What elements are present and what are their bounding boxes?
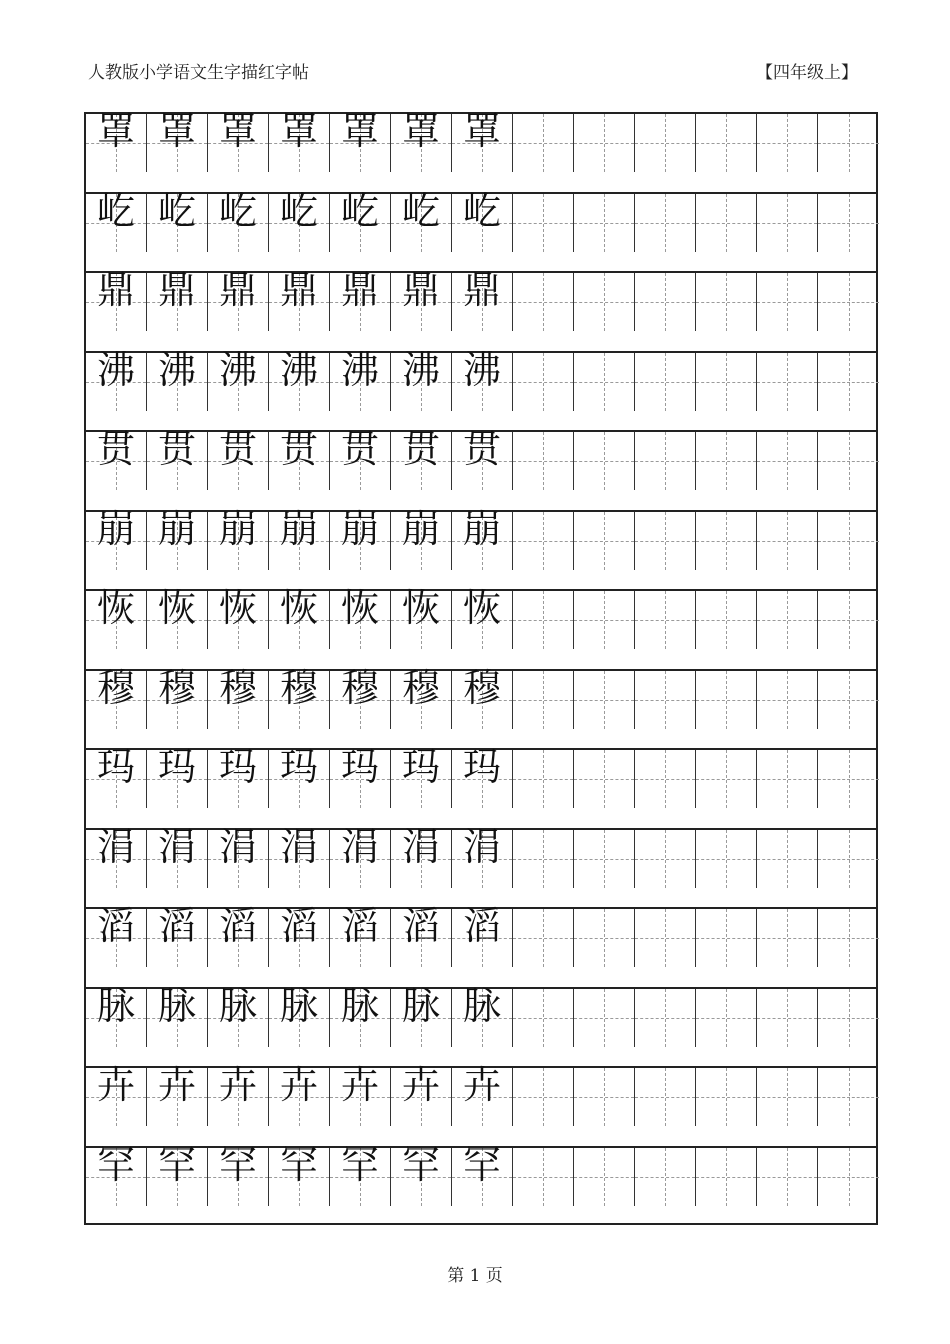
tracing-cell xyxy=(330,586,391,649)
blank-practice-cell xyxy=(513,512,574,570)
tracing-character: 涓 xyxy=(279,824,318,869)
practice-row xyxy=(86,188,876,252)
tracing-character: 脉 xyxy=(96,983,135,1028)
tracing-character: 恢 xyxy=(96,586,135,630)
tracing-cell xyxy=(391,745,452,808)
blank-practice-cell xyxy=(818,273,879,331)
tracing-cell xyxy=(452,347,513,411)
tracing-cell xyxy=(208,427,269,490)
tracing-character: 恢 xyxy=(340,586,379,630)
tracing-cell xyxy=(86,983,147,1047)
tracing-cell xyxy=(208,268,269,331)
tracing-cell xyxy=(86,665,147,729)
tracing-cell xyxy=(208,109,269,172)
tracing-cell xyxy=(452,506,513,570)
tracing-cell xyxy=(208,586,269,649)
blank-practice-cell xyxy=(818,432,879,490)
blank-practice-cell xyxy=(696,671,757,729)
tracing-character: 沸 xyxy=(401,347,440,392)
tracing-character: 罕 xyxy=(218,1142,257,1187)
tracing-cell xyxy=(391,109,452,172)
blank-practice-cell xyxy=(635,989,696,1047)
tracing-cell xyxy=(330,824,391,888)
blank-practice-cell xyxy=(818,989,879,1047)
blank-practice-cell xyxy=(574,591,635,649)
blank-practice-cell xyxy=(635,830,696,888)
tracing-character: 卉 xyxy=(218,1063,257,1107)
tracing-cell xyxy=(147,824,208,888)
tracing-cell xyxy=(147,745,208,808)
tracing-cell xyxy=(86,586,147,649)
tracing-cell xyxy=(452,824,513,888)
blank-practice-cell xyxy=(513,1148,574,1206)
blank-practice-cell xyxy=(696,1068,757,1126)
blank-practice-cell xyxy=(513,353,574,411)
tracing-cell xyxy=(86,506,147,570)
blank-practice-cell xyxy=(574,432,635,490)
tracing-cell xyxy=(269,268,330,331)
tracing-character: 鼎 xyxy=(218,268,257,312)
tracing-character: 屹 xyxy=(218,188,257,233)
tracing-cell xyxy=(269,824,330,888)
blank-practice-cell xyxy=(757,114,818,172)
tracing-cell xyxy=(269,745,330,808)
tracing-cell xyxy=(391,904,452,967)
tracing-character: 穆 xyxy=(340,665,379,710)
blank-practice-cell xyxy=(696,591,757,649)
blank-practice-cell xyxy=(574,909,635,967)
blank-practice-cell xyxy=(635,512,696,570)
tracing-character: 沸 xyxy=(462,347,501,392)
tracing-cell xyxy=(269,904,330,967)
tracing-character: 涓 xyxy=(96,824,135,869)
tracing-cell xyxy=(147,109,208,172)
practice-row xyxy=(86,1142,876,1206)
tracing-cell xyxy=(208,824,269,888)
tracing-character: 屹 xyxy=(340,188,379,233)
blank-practice-cell xyxy=(635,591,696,649)
tracing-cell xyxy=(269,347,330,411)
tracing-character: 罩 xyxy=(218,109,257,153)
tracing-character: 罩 xyxy=(401,109,440,153)
tracing-character: 滔 xyxy=(340,904,379,948)
grade-label: 【四年级上】 xyxy=(756,63,858,83)
tracing-cell xyxy=(330,109,391,172)
tracing-character: 屹 xyxy=(279,188,318,233)
tracing-character: 崩 xyxy=(157,506,196,551)
tracing-cell xyxy=(452,188,513,252)
tracing-cell xyxy=(391,268,452,331)
tracing-character: 贯 xyxy=(218,427,257,471)
blank-practice-cell xyxy=(696,353,757,411)
blank-practice-cell xyxy=(513,432,574,490)
blank-practice-cell xyxy=(635,273,696,331)
blank-practice-cell xyxy=(757,512,818,570)
tracing-character: 沸 xyxy=(279,347,318,392)
tracing-character: 沸 xyxy=(96,347,135,392)
blank-practice-cell xyxy=(635,432,696,490)
tracing-character: 罕 xyxy=(157,1142,196,1187)
tracing-cell xyxy=(452,904,513,967)
blank-practice-cell xyxy=(574,989,635,1047)
page-number: 第 1 页 xyxy=(447,1266,503,1286)
tracing-cell xyxy=(391,824,452,888)
blank-practice-cell xyxy=(635,1148,696,1206)
practice-row xyxy=(86,506,876,570)
tracing-character: 脉 xyxy=(279,983,318,1028)
tracing-character: 罩 xyxy=(279,109,318,153)
tracing-cell xyxy=(391,1063,452,1126)
tracing-cell xyxy=(452,1063,513,1126)
tracing-character: 涓 xyxy=(340,824,379,869)
tracing-character: 穆 xyxy=(218,665,257,710)
blank-practice-cell xyxy=(513,114,574,172)
practice-row xyxy=(86,109,876,172)
tracing-character: 穆 xyxy=(157,665,196,710)
tracing-character: 崩 xyxy=(462,506,501,551)
blank-practice-cell xyxy=(635,671,696,729)
tracing-cell xyxy=(147,904,208,967)
tracing-character: 玛 xyxy=(157,745,196,789)
practice-row xyxy=(86,665,876,729)
blank-practice-cell xyxy=(757,432,818,490)
tracing-character: 沸 xyxy=(340,347,379,392)
blank-practice-cell xyxy=(635,1068,696,1126)
tracing-cell xyxy=(147,427,208,490)
tracing-character: 滔 xyxy=(401,904,440,948)
tracing-cell xyxy=(391,347,452,411)
tracing-cell xyxy=(147,347,208,411)
tracing-cell xyxy=(208,506,269,570)
tracing-character: 玛 xyxy=(279,745,318,789)
tracing-cell xyxy=(269,586,330,649)
tracing-cell xyxy=(452,268,513,331)
tracing-cell xyxy=(269,665,330,729)
tracing-cell xyxy=(147,586,208,649)
tracing-character: 涓 xyxy=(218,824,257,869)
practice-row xyxy=(86,1063,876,1126)
blank-practice-cell xyxy=(818,591,879,649)
blank-practice-cell xyxy=(818,353,879,411)
practice-row xyxy=(86,983,876,1047)
tracing-character: 涓 xyxy=(462,824,501,869)
blank-practice-cell xyxy=(818,909,879,967)
tracing-character: 穆 xyxy=(401,665,440,710)
blank-practice-cell xyxy=(513,989,574,1047)
tracing-character: 屹 xyxy=(96,188,135,233)
tracing-cell xyxy=(86,427,147,490)
tracing-character: 贯 xyxy=(279,427,318,471)
practice-row xyxy=(86,268,876,331)
tracing-cell xyxy=(208,188,269,252)
blank-practice-cell xyxy=(696,512,757,570)
tracing-character: 玛 xyxy=(462,745,501,789)
tracing-cell xyxy=(330,427,391,490)
tracing-cell xyxy=(391,983,452,1047)
tracing-character: 沸 xyxy=(157,347,196,392)
blank-practice-cell xyxy=(696,194,757,252)
blank-practice-cell xyxy=(513,750,574,808)
tracing-cell xyxy=(391,427,452,490)
tracing-character: 滔 xyxy=(462,904,501,948)
tracing-cell xyxy=(269,1063,330,1126)
tracing-character: 脉 xyxy=(462,983,501,1028)
blank-practice-cell xyxy=(574,1148,635,1206)
tracing-character: 滔 xyxy=(96,904,135,948)
tracing-character: 鼎 xyxy=(279,268,318,312)
blank-practice-cell xyxy=(818,194,879,252)
tracing-cell xyxy=(330,665,391,729)
tracing-character: 卉 xyxy=(279,1063,318,1107)
tracing-character: 罕 xyxy=(401,1142,440,1187)
blank-practice-cell xyxy=(757,989,818,1047)
tracing-character: 贯 xyxy=(157,427,196,471)
tracing-cell xyxy=(208,904,269,967)
tracing-character: 崩 xyxy=(218,506,257,551)
blank-practice-cell xyxy=(574,750,635,808)
blank-practice-cell xyxy=(757,830,818,888)
tracing-character: 罕 xyxy=(279,1142,318,1187)
blank-practice-cell xyxy=(574,194,635,252)
tracing-cell xyxy=(208,1063,269,1126)
tracing-cell xyxy=(86,1063,147,1126)
tracing-character: 崩 xyxy=(340,506,379,551)
tracing-character: 玛 xyxy=(96,745,135,789)
tracing-character: 罩 xyxy=(340,109,379,153)
tracing-cell xyxy=(208,347,269,411)
tracing-cell xyxy=(86,347,147,411)
blank-practice-cell xyxy=(574,353,635,411)
tracing-cell xyxy=(330,268,391,331)
tracing-cell xyxy=(391,188,452,252)
tracing-character: 罩 xyxy=(96,109,135,153)
blank-practice-cell xyxy=(696,114,757,172)
worksheet-title: 人教版小学语文生字描红字帖 xyxy=(88,63,309,83)
tracing-cell xyxy=(86,1142,147,1206)
tracing-character: 脉 xyxy=(218,983,257,1028)
practice-grid xyxy=(84,109,878,1225)
tracing-character: 贯 xyxy=(340,427,379,471)
tracing-character: 玛 xyxy=(340,745,379,789)
tracing-cell xyxy=(86,109,147,172)
tracing-character: 恢 xyxy=(218,586,257,630)
tracing-cell xyxy=(452,665,513,729)
practice-row xyxy=(86,745,876,808)
tracing-character: 鼎 xyxy=(96,268,135,312)
tracing-cell xyxy=(330,1142,391,1206)
tracing-character: 涓 xyxy=(157,824,196,869)
practice-row xyxy=(86,824,876,888)
blank-practice-cell xyxy=(818,750,879,808)
blank-practice-cell xyxy=(757,909,818,967)
tracing-cell xyxy=(452,586,513,649)
tracing-character: 鼎 xyxy=(462,268,501,312)
tracing-character: 玛 xyxy=(218,745,257,789)
tracing-cell xyxy=(147,665,208,729)
blank-practice-cell xyxy=(635,114,696,172)
tracing-character: 崩 xyxy=(401,506,440,551)
blank-practice-cell xyxy=(757,353,818,411)
blank-practice-cell xyxy=(757,750,818,808)
blank-practice-cell xyxy=(513,909,574,967)
blank-practice-cell xyxy=(574,273,635,331)
tracing-cell xyxy=(208,745,269,808)
blank-practice-cell xyxy=(757,591,818,649)
tracing-cell xyxy=(269,1142,330,1206)
tracing-cell xyxy=(147,983,208,1047)
blank-practice-cell xyxy=(696,273,757,331)
blank-practice-cell xyxy=(635,194,696,252)
blank-practice-cell xyxy=(757,273,818,331)
tracing-cell xyxy=(269,188,330,252)
tracing-character: 穆 xyxy=(462,665,501,710)
tracing-cell xyxy=(147,268,208,331)
tracing-character: 屹 xyxy=(401,188,440,233)
blank-practice-cell xyxy=(574,671,635,729)
blank-practice-cell xyxy=(818,830,879,888)
blank-practice-cell xyxy=(757,1068,818,1126)
blank-practice-cell xyxy=(513,671,574,729)
blank-practice-cell xyxy=(696,432,757,490)
bottom-rule xyxy=(86,1223,876,1225)
tracing-cell xyxy=(208,983,269,1047)
tracing-cell xyxy=(452,427,513,490)
tracing-character: 罕 xyxy=(340,1142,379,1187)
blank-practice-cell xyxy=(513,591,574,649)
tracing-character: 崩 xyxy=(96,506,135,551)
tracing-cell xyxy=(330,983,391,1047)
tracing-character: 鼎 xyxy=(340,268,379,312)
tracing-cell xyxy=(269,427,330,490)
blank-practice-cell xyxy=(818,114,879,172)
tracing-character: 卉 xyxy=(157,1063,196,1107)
tracing-character: 罕 xyxy=(462,1142,501,1187)
tracing-cell xyxy=(391,1142,452,1206)
blank-practice-cell xyxy=(574,1068,635,1126)
tracing-cell xyxy=(86,188,147,252)
tracing-character: 穆 xyxy=(279,665,318,710)
tracing-cell xyxy=(147,1142,208,1206)
blank-practice-cell xyxy=(696,909,757,967)
tracing-cell xyxy=(452,983,513,1047)
tracing-cell xyxy=(330,1063,391,1126)
tracing-character: 鼎 xyxy=(157,268,196,312)
tracing-cell xyxy=(147,1063,208,1126)
blank-practice-cell xyxy=(574,114,635,172)
tracing-character: 滔 xyxy=(218,904,257,948)
blank-practice-cell xyxy=(818,1068,879,1126)
tracing-character: 恢 xyxy=(157,586,196,630)
tracing-cell xyxy=(269,109,330,172)
tracing-character: 罩 xyxy=(157,109,196,153)
tracing-character: 滔 xyxy=(157,904,196,948)
tracing-cell xyxy=(269,983,330,1047)
blank-practice-cell xyxy=(818,512,879,570)
tracing-character: 鼎 xyxy=(401,268,440,312)
tracing-character: 脉 xyxy=(401,983,440,1028)
tracing-cell xyxy=(391,665,452,729)
tracing-cell xyxy=(330,188,391,252)
practice-row xyxy=(86,347,876,411)
tracing-character: 卉 xyxy=(401,1063,440,1107)
tracing-character: 恢 xyxy=(462,586,501,630)
tracing-character: 脉 xyxy=(340,983,379,1028)
tracing-cell xyxy=(208,665,269,729)
blank-practice-cell xyxy=(757,194,818,252)
tracing-character: 脉 xyxy=(157,983,196,1028)
practice-row xyxy=(86,586,876,649)
blank-practice-cell xyxy=(635,750,696,808)
tracing-character: 玛 xyxy=(401,745,440,789)
blank-practice-cell xyxy=(574,830,635,888)
tracing-cell xyxy=(86,268,147,331)
practice-row xyxy=(86,904,876,967)
tracing-cell xyxy=(330,904,391,967)
tracing-character: 涓 xyxy=(401,824,440,869)
blank-practice-cell xyxy=(513,830,574,888)
tracing-cell xyxy=(147,506,208,570)
blank-practice-cell xyxy=(696,750,757,808)
blank-practice-cell xyxy=(574,512,635,570)
blank-practice-cell xyxy=(757,671,818,729)
tracing-cell xyxy=(147,188,208,252)
tracing-character: 屹 xyxy=(157,188,196,233)
tracing-character: 贯 xyxy=(401,427,440,471)
practice-row xyxy=(86,427,876,490)
tracing-character: 罩 xyxy=(462,109,501,153)
blank-practice-cell xyxy=(635,909,696,967)
blank-practice-cell xyxy=(818,671,879,729)
blank-practice-cell xyxy=(513,1068,574,1126)
blank-practice-cell xyxy=(757,1148,818,1206)
blank-practice-cell xyxy=(696,830,757,888)
tracing-character: 卉 xyxy=(462,1063,501,1107)
tracing-character: 卉 xyxy=(96,1063,135,1107)
tracing-cell xyxy=(86,824,147,888)
tracing-character: 崩 xyxy=(279,506,318,551)
tracing-character: 穆 xyxy=(96,665,135,710)
tracing-character: 贯 xyxy=(462,427,501,471)
tracing-character: 罕 xyxy=(96,1142,135,1187)
tracing-character: 沸 xyxy=(218,347,257,392)
tracing-character: 卉 xyxy=(340,1063,379,1107)
tracing-character: 滔 xyxy=(279,904,318,948)
tracing-cell xyxy=(452,745,513,808)
blank-practice-cell xyxy=(513,273,574,331)
tracing-cell xyxy=(208,1142,269,1206)
tracing-cell xyxy=(330,347,391,411)
blank-practice-cell xyxy=(635,353,696,411)
tracing-character: 屹 xyxy=(462,188,501,233)
tracing-cell xyxy=(86,904,147,967)
tracing-cell xyxy=(391,586,452,649)
blank-practice-cell xyxy=(818,1148,879,1206)
tracing-cell xyxy=(391,506,452,570)
tracing-character: 贯 xyxy=(96,427,135,471)
blank-practice-cell xyxy=(696,989,757,1047)
tracing-cell xyxy=(330,745,391,808)
tracing-cell xyxy=(330,506,391,570)
tracing-cell xyxy=(452,1142,513,1206)
tracing-cell xyxy=(452,109,513,172)
tracing-cell xyxy=(86,745,147,808)
blank-practice-cell xyxy=(513,194,574,252)
tracing-character: 恢 xyxy=(401,586,440,630)
tracing-character: 恢 xyxy=(279,586,318,630)
tracing-cell xyxy=(269,506,330,570)
blank-practice-cell xyxy=(696,1148,757,1206)
